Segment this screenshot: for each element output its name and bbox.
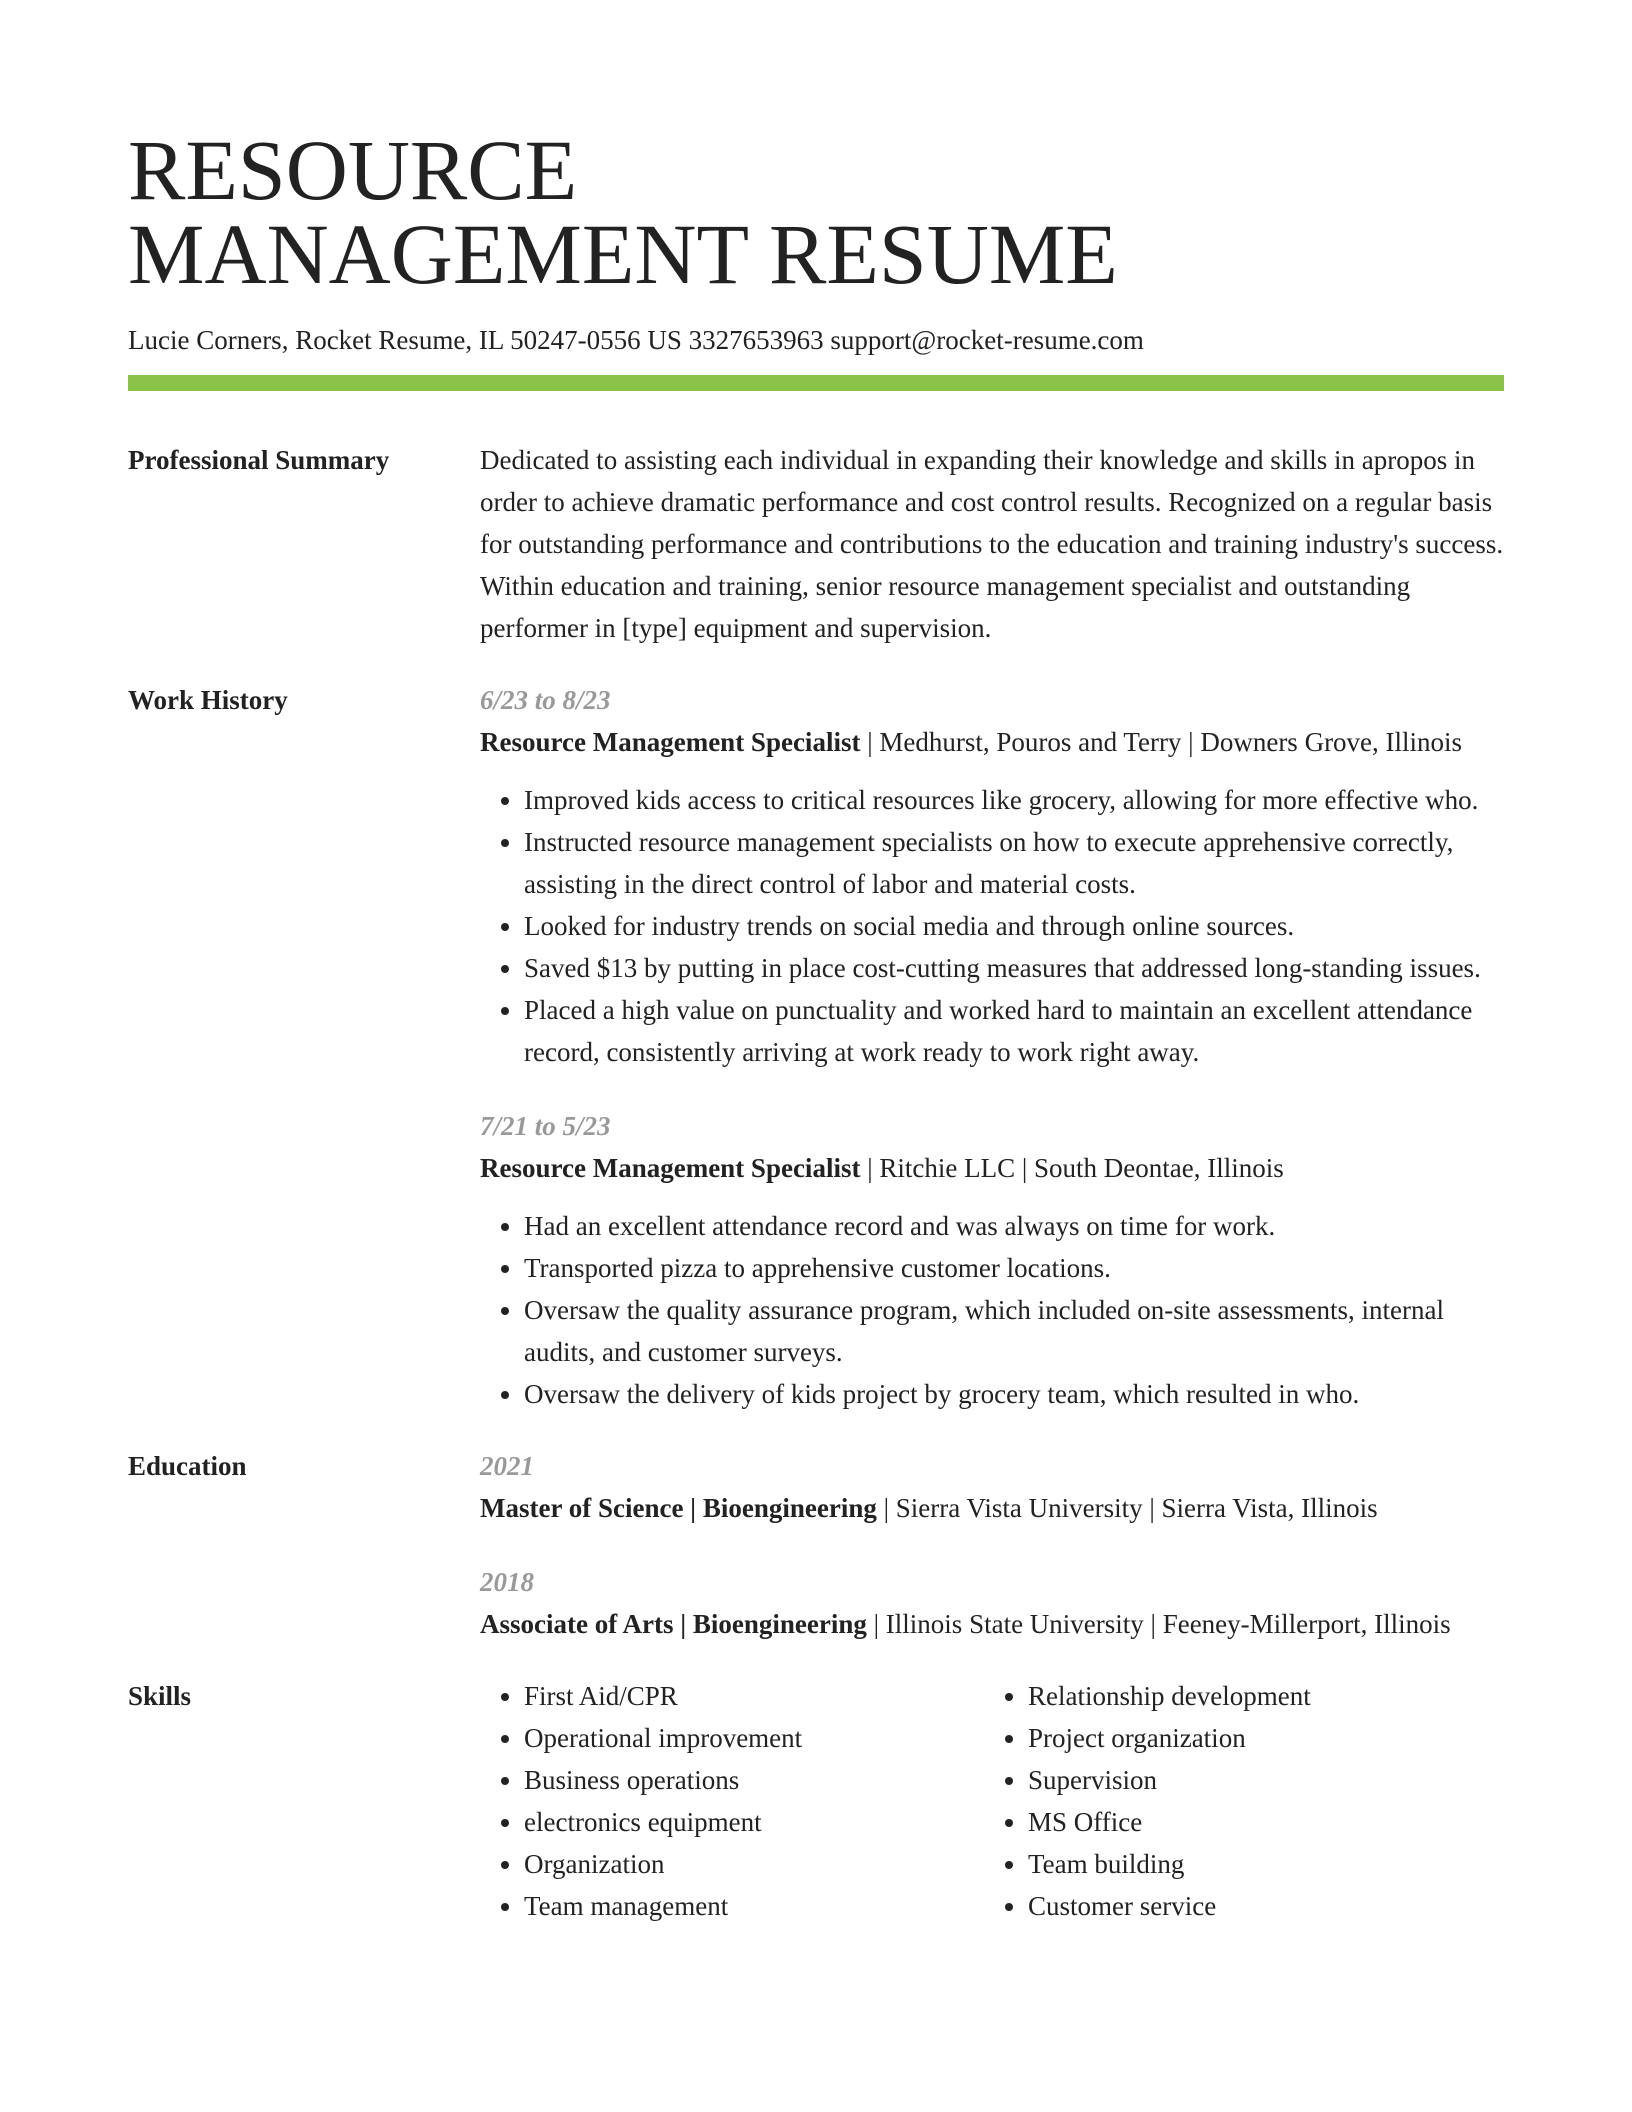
skill-item: • MS Office bbox=[1028, 1801, 1488, 1843]
section-label: Education bbox=[128, 1451, 247, 1481]
list-item: • Oversaw the delivery of kids project by grocery team, which resulted in who. bbox=[524, 1373, 1504, 1415]
list-item: • Instructed resource management specialists on how to execute apprehensive correctly, assisting in the direct control of labor and material costs. bbox=[524, 821, 1504, 905]
list-item: • Placed a high value on punctuality and worked hard to maintain an excellent attendance record, consistently arriving at work ready to work right away. bbox=[524, 989, 1504, 1073]
section-professional-summary bbox=[128, 439, 1504, 649]
list-item: • Transported pizza to apprehensive customer locations. bbox=[524, 1247, 1504, 1289]
skill-item: • Customer service bbox=[1028, 1885, 1488, 1927]
section-label: Professional Summary bbox=[128, 445, 390, 475]
contact-info: Lucie Corners, Rocket Resume, IL 50247-0556 US 3327653963 support@rocket-resume.com bbox=[128, 325, 1144, 355]
education-year: 2021 bbox=[480, 1451, 534, 1481]
list-item: • Improved kids access to critical resources like grocery, allowing for more effective who. bbox=[524, 779, 1504, 821]
skills-columns bbox=[480, 1675, 1504, 1927]
job-title: Resource Management Specialist bbox=[480, 1153, 861, 1183]
job-role-line bbox=[480, 1147, 1504, 1189]
section-label: Skills bbox=[128, 1681, 192, 1711]
section-education bbox=[128, 1445, 1504, 1645]
job-title: Resource Management Specialist bbox=[480, 727, 861, 757]
skill-item: • Supervision bbox=[1028, 1759, 1488, 1801]
skill-item: • Team management bbox=[524, 1885, 984, 1927]
list-item: • Oversaw the quality assurance program, which included on-site assessments, internal audits, and customer surveys. bbox=[524, 1289, 1504, 1373]
job-entry bbox=[480, 1105, 1504, 1415]
skill-item: • Relationship development bbox=[1028, 1675, 1488, 1717]
job-role-line bbox=[480, 721, 1504, 763]
summary-text: Dedicated to assisting each individual in expanding their knowledge and skills in apropos in order to achieve dramatic performance and cost control results. Recognized on a regular basis for outstanding performance and contributions to the education and training industry's success. Within education and training, senior resource management specialist and outstanding performer in [type] equipment and supervision. bbox=[480, 445, 1504, 643]
section-label: Work History bbox=[128, 685, 288, 715]
section-work-history bbox=[128, 679, 1504, 1415]
job-details: | Medhurst, Pouros and Terry | Downers Grove, Illinois bbox=[860, 727, 1463, 757]
section-skills bbox=[128, 1675, 1504, 1927]
education-details: | Illinois State University | Feeney-Millerport, Illinois bbox=[866, 1609, 1451, 1639]
skills-column-1 bbox=[480, 1675, 984, 1927]
accent-divider bbox=[128, 375, 1504, 391]
education-entries bbox=[480, 1445, 1504, 1645]
skill-item: • electronics equipment bbox=[524, 1801, 984, 1843]
education-line bbox=[480, 1487, 1504, 1529]
education-entry bbox=[480, 1445, 1504, 1529]
job-details: | Ritchie LLC | South Deontae, Illinois bbox=[860, 1153, 1284, 1183]
job-entry bbox=[480, 679, 1504, 1073]
resume-title-line2: MANAGEMENT RESUME bbox=[128, 206, 1118, 302]
education-degree: Associate of Arts | Bioengineering bbox=[480, 1609, 867, 1639]
skill-item: • Business operations bbox=[524, 1759, 984, 1801]
job-dates: 6/23 to 8/23 bbox=[480, 685, 611, 715]
list-item: • Looked for industry trends on social media and through online sources. bbox=[524, 905, 1504, 947]
job-bullets bbox=[480, 779, 1504, 1073]
resume-title bbox=[128, 122, 1504, 302]
list-item: • Saved $13 by putting in place cost-cutting measures that addressed long-standing issues. bbox=[524, 947, 1504, 989]
work-entries bbox=[480, 679, 1504, 1415]
skill-item: • Team building bbox=[1028, 1843, 1488, 1885]
education-year: 2018 bbox=[480, 1567, 534, 1597]
skill-item: • Project organization bbox=[1028, 1717, 1488, 1759]
skill-item: • First Aid/CPR bbox=[524, 1675, 984, 1717]
education-degree: Master of Science | Bioengineering bbox=[480, 1493, 877, 1523]
education-line bbox=[480, 1603, 1504, 1645]
resume-title-line1: RESOURCE bbox=[128, 122, 578, 218]
job-dates: 7/21 to 5/23 bbox=[480, 1111, 611, 1141]
list-item: • Had an excellent attendance record and was always on time for work. bbox=[524, 1205, 1504, 1247]
education-entry bbox=[480, 1561, 1504, 1645]
job-bullets bbox=[480, 1205, 1504, 1415]
skill-item: • Operational improvement bbox=[524, 1717, 984, 1759]
education-details: | Sierra Vista University | Sierra Vista, Illinois bbox=[876, 1493, 1378, 1523]
skill-item: • Organization bbox=[524, 1843, 984, 1885]
skills-column-2 bbox=[984, 1675, 1488, 1927]
